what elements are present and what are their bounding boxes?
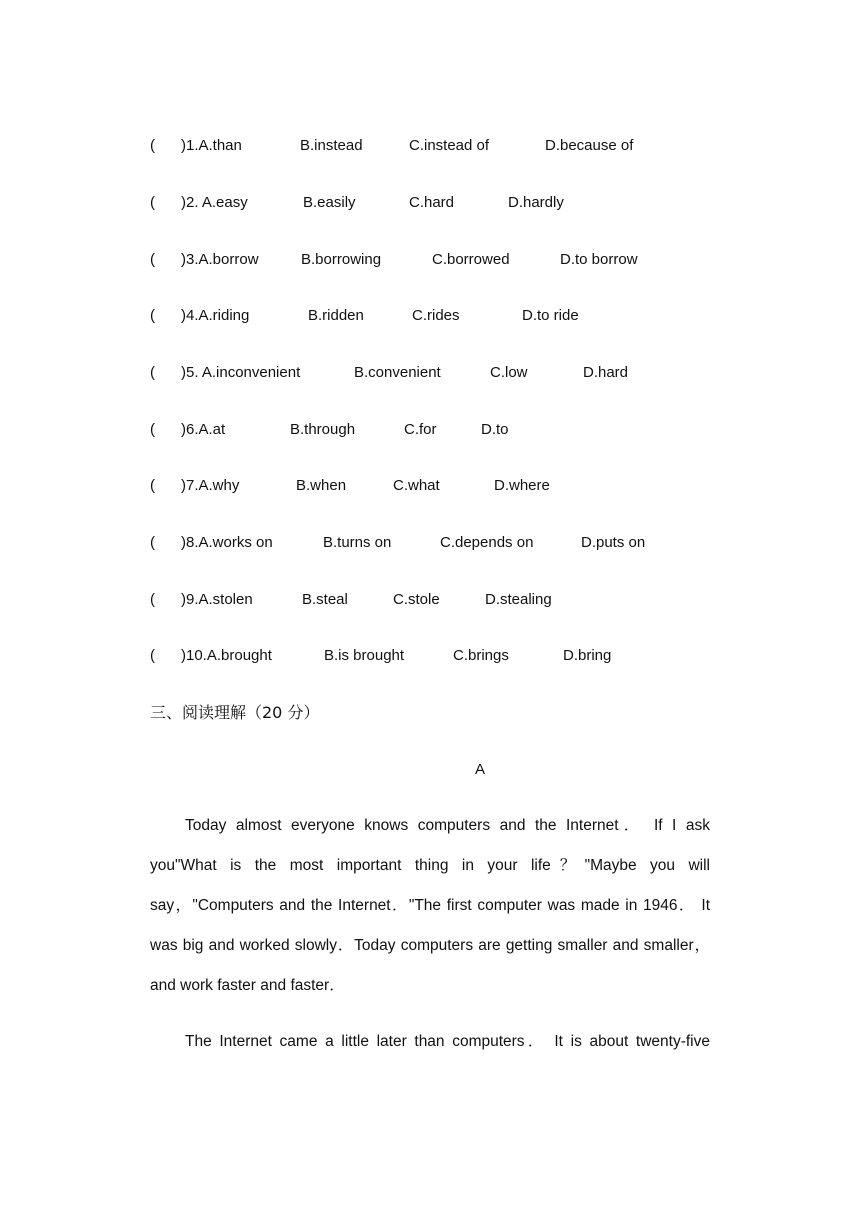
- option-c: C.hard: [409, 194, 455, 211]
- option-a: )3.A.borrow: [181, 251, 259, 268]
- option-c: C.what: [393, 477, 440, 494]
- option-d: D.bring: [563, 647, 612, 664]
- passage-title: A: [474, 761, 485, 778]
- answer-bracket: (: [150, 307, 155, 324]
- answer-bracket: (: [150, 534, 155, 551]
- option-c: C.depends on: [440, 534, 534, 551]
- option-d: D.hardly: [508, 194, 564, 211]
- option-b: B.instead: [300, 137, 363, 154]
- answer-bracket: (: [150, 137, 155, 154]
- option-d: D.stealing: [485, 591, 552, 608]
- option-b: B.ridden: [308, 307, 364, 324]
- option-a: )4.A.riding: [181, 307, 250, 324]
- section-heading: 三、阅读理解（20 分）: [150, 703, 320, 722]
- answer-bracket: (: [150, 647, 155, 664]
- option-c: C.instead of: [409, 137, 490, 154]
- option-b: B.turns on: [323, 534, 392, 551]
- option-c: C.rides: [412, 307, 460, 324]
- option-d: D.puts on: [581, 534, 646, 551]
- option-c: C.low: [490, 364, 528, 381]
- option-a: )7.A.why: [181, 477, 240, 494]
- option-a: )1.A.than: [181, 137, 242, 154]
- option-a: )8.A.works on: [181, 534, 273, 551]
- option-a: )6.A.at: [181, 421, 226, 438]
- option-d: D.to: [481, 421, 509, 438]
- option-a: )10.A.brought: [181, 647, 272, 664]
- answer-bracket: (: [150, 194, 155, 211]
- option-b: B.borrowing: [301, 251, 382, 268]
- option-b: B.steal: [302, 591, 348, 608]
- option-c: C.borrowed: [432, 251, 510, 268]
- option-d: D.to ride: [522, 307, 579, 324]
- answer-bracket: (: [150, 477, 155, 494]
- option-b: B.convenient: [354, 364, 441, 381]
- option-a: )5. A.inconvenient: [181, 364, 301, 381]
- option-d: D.to borrow: [560, 251, 638, 268]
- passage-paragraph: Today almost everyone knows computers and the Internet． If I ask you"What is the most important thing in your life？"Maybe you will say，"Computers and the Internet．"The first computer was made in 1946． It was big and worked slowly．Today computers are getting smaller and smaller，and work faster and faster．: [150, 817, 710, 994]
- option-c: C.brings: [453, 647, 509, 664]
- option-c: C.stole: [393, 591, 440, 608]
- passage-paragraph: The Internet came a little later than computers． It is about twenty-five: [185, 1033, 710, 1050]
- option-b: B.easily: [303, 194, 356, 211]
- option-d: D.hard: [583, 364, 629, 381]
- option-b: B.when: [296, 477, 347, 494]
- option-b: B.is brought: [324, 647, 405, 664]
- option-b: B.through: [290, 421, 356, 438]
- answer-bracket: (: [150, 591, 155, 608]
- option-d: D.because of: [545, 137, 634, 154]
- answer-bracket: (: [150, 364, 155, 381]
- answer-bracket: (: [150, 421, 155, 438]
- option-a: )2. A.easy: [181, 194, 248, 211]
- option-d: D.where: [494, 477, 550, 494]
- option-a: )9.A.stolen: [181, 591, 253, 608]
- option-c: C.for: [404, 421, 437, 438]
- answer-bracket: (: [150, 251, 155, 268]
